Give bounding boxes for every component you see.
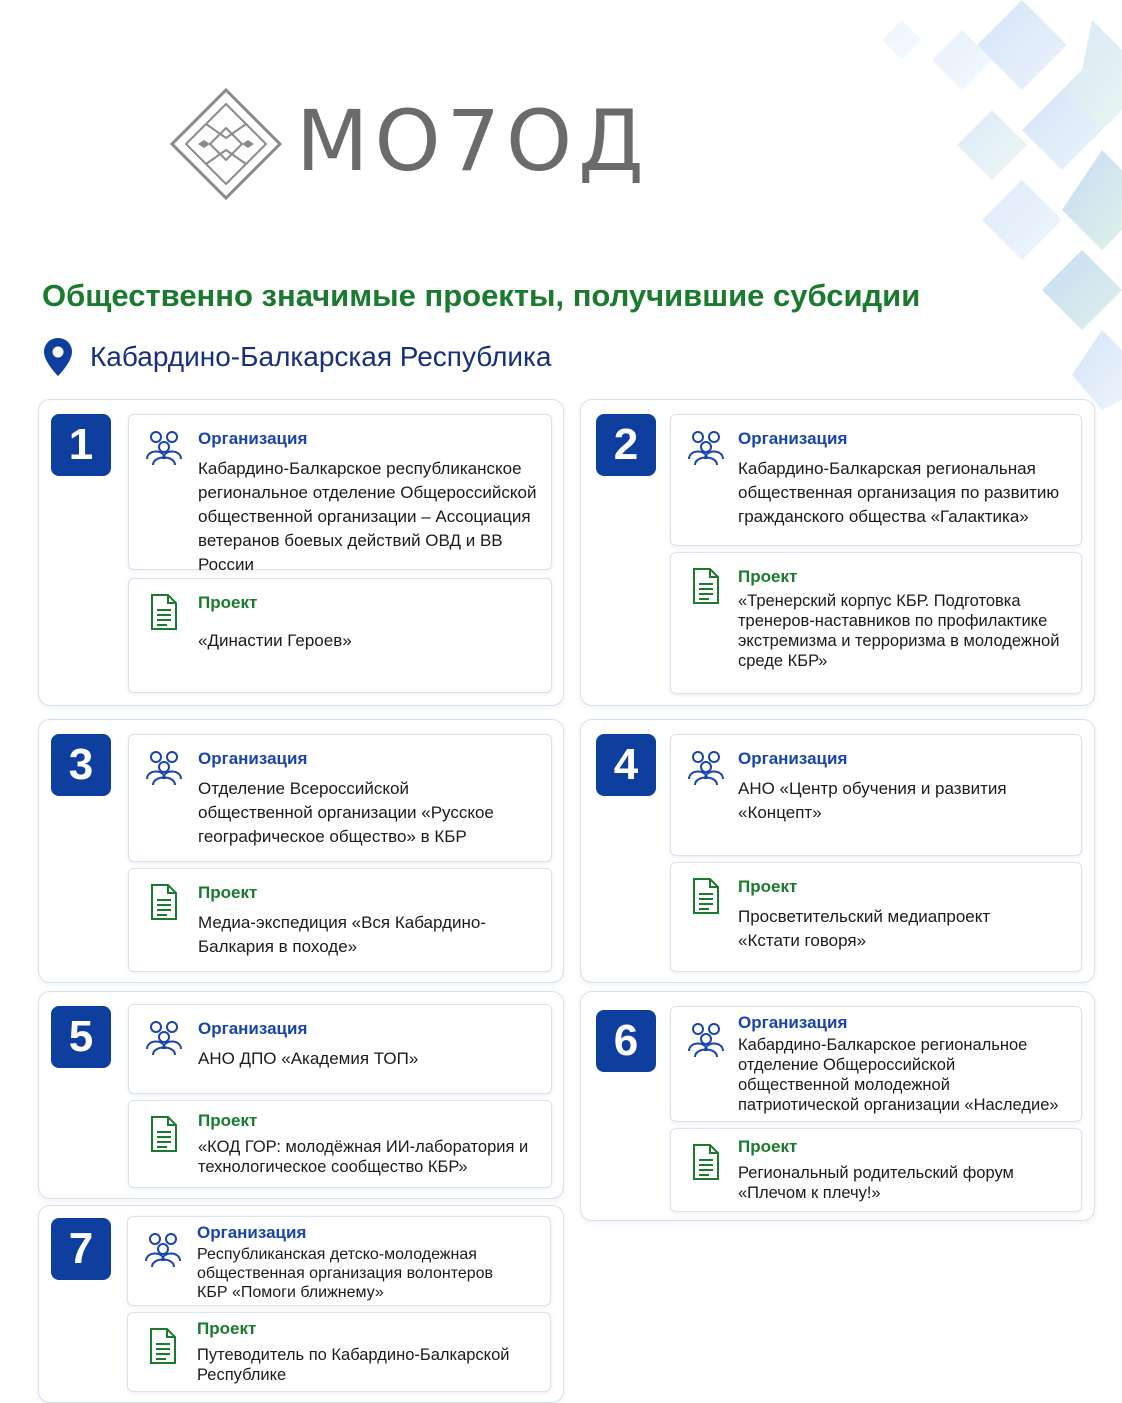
organization-label: Организация — [738, 429, 848, 448]
region-row — [44, 338, 551, 376]
entry-card-6 — [580, 991, 1095, 1221]
organization-box — [128, 414, 552, 574]
project-label: Проект — [198, 1111, 258, 1130]
organization-label: Организация — [197, 1223, 307, 1242]
organization-box — [127, 1216, 551, 1306]
project-label: Проект — [198, 883, 258, 902]
entry-card-4 — [580, 719, 1095, 983]
decorative-diamond-pattern — [722, 0, 1122, 420]
project-box — [670, 1128, 1082, 1212]
entry-card-5 — [38, 991, 564, 1199]
people-group-icon — [144, 1231, 182, 1269]
project-box — [128, 868, 552, 972]
project-name: Просветительский медиапроект «Кстати говоря» — [738, 907, 991, 950]
organization-box — [670, 1006, 1082, 1122]
project-name: Медиа-экспедиция «Вся Кабардино-Балкария в походе» — [198, 913, 486, 956]
project-label: Проект — [738, 1137, 798, 1156]
entry-number: 5 — [51, 1006, 111, 1068]
organization-box — [670, 734, 1082, 856]
entry-number: 4 — [596, 734, 656, 796]
organization-box — [670, 414, 1082, 546]
entry-card-3 — [38, 719, 564, 983]
organization-name: Кабардино-Балкарское региональное отделение Общероссийской общественной молодежной патриотической организации «Наследие» — [738, 1036, 1059, 1114]
project-box — [128, 1100, 552, 1188]
organization-name: Кабардино-Балкарское республиканское региональное отделение Общероссийской общественной организации – Ассоциация ветеранов боевых действий ОВД и ВВ России — [198, 459, 537, 574]
project-box — [670, 862, 1082, 972]
document-icon — [145, 883, 183, 921]
entry-card-2 — [580, 399, 1095, 706]
location-pin-icon — [44, 338, 72, 376]
project-box — [670, 552, 1082, 694]
people-group-icon — [687, 749, 725, 787]
document-icon — [687, 1143, 725, 1181]
people-group-icon — [687, 429, 725, 467]
logo-emblem-icon — [170, 88, 282, 200]
organization-name: АНО «Центр обучения и развития «Концепт» — [738, 779, 1007, 822]
project-name: «Династии Героев» — [198, 631, 352, 650]
document-icon — [687, 567, 725, 605]
document-icon — [144, 1327, 182, 1365]
entry-card-7 — [38, 1205, 564, 1403]
entry-number: 2 — [596, 414, 656, 476]
people-group-icon — [145, 429, 183, 467]
project-name: Путеводитель по Кабардино-Балкарской Республике — [197, 1346, 510, 1384]
organization-name: Республиканская детско-молодежная общественная организация волонтеров КБР «Помоги ближнему» — [197, 1246, 494, 1301]
document-icon — [687, 877, 725, 915]
project-box — [127, 1312, 551, 1392]
organization-box — [128, 734, 552, 862]
project-label: Проект — [198, 593, 258, 612]
project-label: Проект — [738, 877, 798, 896]
page-title: Общественно значимые проекты, получившие субсидии — [42, 278, 921, 313]
organization-name: Отделение Всероссийской общественной организации «Русское географическое общество» в КБР — [198, 779, 494, 846]
organization-name: Кабардино-Балкарская региональная общественная организация по развитию гражданского общества «Галактика» — [738, 459, 1060, 526]
entry-number: 1 — [51, 414, 111, 476]
organization-box — [128, 1004, 552, 1094]
project-name: «КОД ГОР: молодёжная ИИ-лаборатория и технологическое сообщество КБР» — [198, 1138, 529, 1176]
entry-number: 7 — [51, 1218, 111, 1280]
organization-label: Организация — [198, 749, 308, 768]
organization-label: Организация — [198, 1019, 308, 1038]
project-name: «Тренерский корпус КБР. Подготовка тренеров-наставников по профилактике экстремизма и терроризма в молодежной среде КБР» — [738, 592, 1060, 670]
project-label: Проект — [197, 1319, 257, 1338]
organization-label: Организация — [198, 429, 308, 448]
people-group-icon — [145, 749, 183, 787]
document-icon — [145, 593, 183, 631]
project-name: Региональный родительский форум «Плечом к плечу!» — [738, 1164, 1014, 1202]
entry-number: 6 — [596, 1010, 656, 1072]
logo-wordmark: МО7ОД — [296, 92, 650, 190]
organization-label: Организация — [738, 749, 848, 768]
document-icon — [145, 1115, 183, 1153]
logo — [170, 88, 650, 198]
project-box — [128, 578, 552, 693]
project-label: Проект — [738, 567, 798, 586]
organization-name: АНО ДПО «Академия ТОП» — [198, 1049, 419, 1068]
people-group-icon — [145, 1019, 183, 1057]
people-group-icon — [687, 1021, 725, 1059]
organization-label: Организация — [738, 1013, 848, 1032]
region-label: Кабардино-Балкарская Республика — [90, 341, 552, 372]
entry-number: 3 — [51, 734, 111, 796]
entry-card-1 — [38, 399, 564, 706]
